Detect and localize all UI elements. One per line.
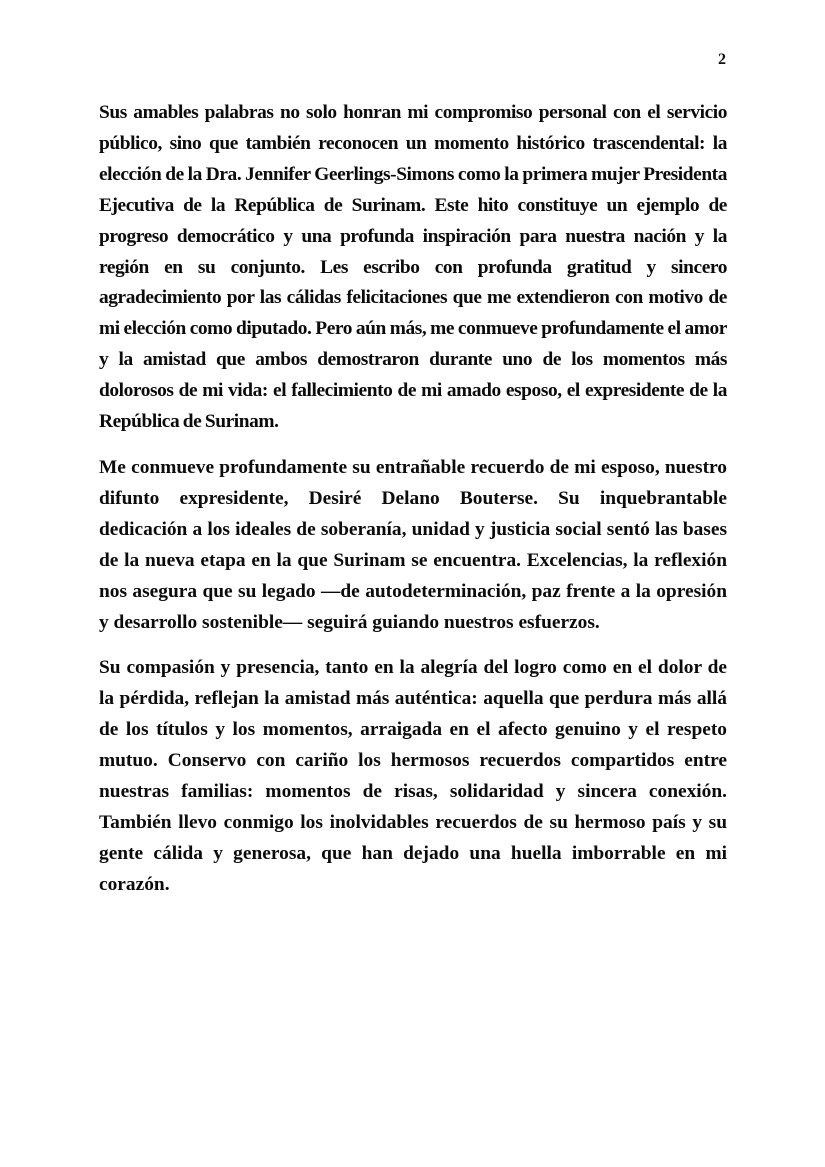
- body-text-column: [99, 98, 727, 901]
- paragraph-2: Me conmueve profundamente su entrañable recuerdo de mi esposo, nuestro difunto expresidente, Desiré Delano Bouterse. Su inquebrantable dedicación a los ideales de soberanía, unidad y justicia social sentó las bases de la nueva etapa en la que Surinam se encuentra. Excelencias, la reflexión nos asegura que su legado —de autodeterminación, paz frente a la opresión y desarrollo sostenible— seguirá guiando nuestros esfuerzos.: [99, 456, 727, 633]
- page-number: 2: [718, 51, 726, 68]
- paragraph-3: Su compasión y presencia, tanto en la alegría del logro como en el dolor de la pérdida, reflejan la amistad más auténtica: aquella que perdura más allá de los títulos y los momentos, arraigada en el afecto genuino y el respeto mutuo. Conservo con cariño los hermosos recuerdos compartidos entre nuestras familias: momentos de risas, solidaridad y sincera conexión. También llevo conmigo los inolvidables recuerdos de su hermoso país y su gente cálida y generosa, que han dejado una huella imborrable en mi corazón.: [99, 657, 727, 895]
- paragraph-1: Sus amables palabras no solo honran mi compromiso personal con el servicio público, sino que también reconocen un momento histórico trascendental: la elección de la Dra. Jennifer Geerlings-Simons como la primera mujer Presidenta Ejecutiva de la República de Surinam. Este hito constituye un ejemplo de progreso democrático y una profunda inspiración para nuestra nación y la región en su conjunto. Les escribo con profunda gratitud y sincero agradecimiento por las cálidas felicitaciones que me extendieron con motivo de mi elección como diputado. Pero aún más, me conmueve profundamente el amor y la amistad que ambos demostraron durante uno de los momentos más dolorosos de mi vida: el fallecimiento de mi amado esposo, el expresidente de la República de Surinam.: [99, 102, 727, 433]
